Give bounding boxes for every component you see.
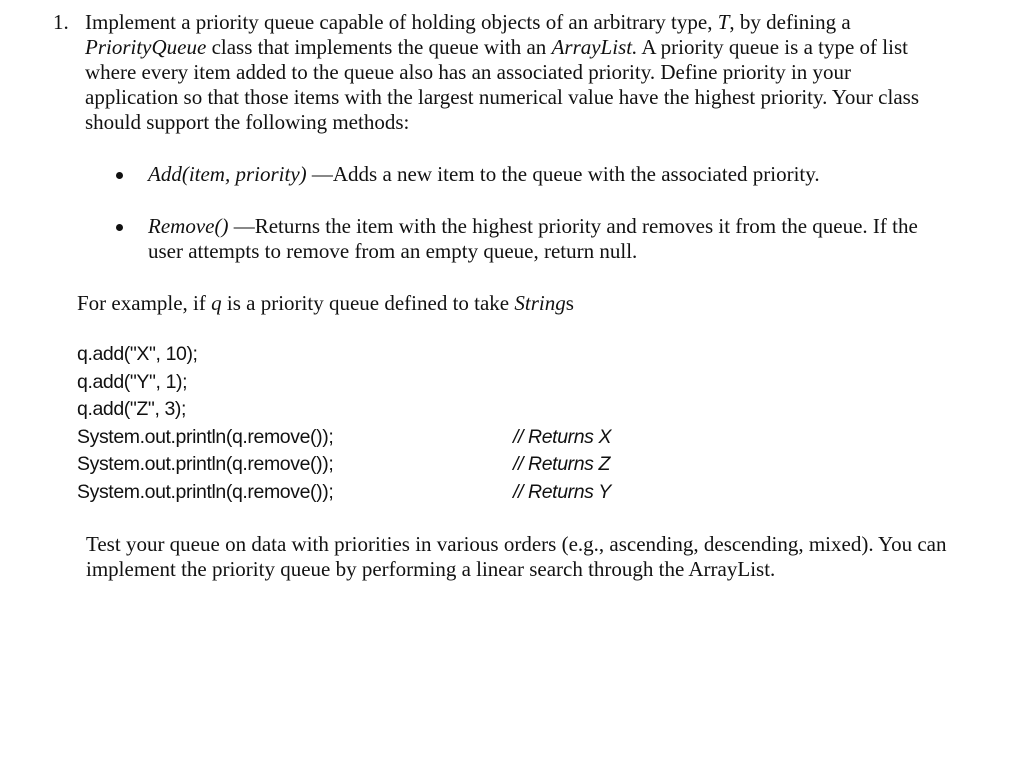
code-line: [77, 479, 611, 507]
method-remove: [148, 214, 948, 264]
question-number: 1.: [53, 10, 69, 34]
method-description: —Returns the item with the highest priority and removes it from the queue. If the user attempts to remove from an empty queue, return null.: [148, 214, 918, 263]
code-comment: // Returns Y: [513, 480, 611, 503]
code-text: System.out.println(q.remove());: [77, 425, 334, 448]
intro-class-name: PriorityQueue: [85, 35, 207, 59]
intro-text: class that implements the queue with an: [206, 35, 552, 59]
intro-arraylist: ArrayList.: [551, 35, 638, 59]
code-text: System.out.println(q.remove());: [77, 453, 334, 475]
bullet-dot: [116, 172, 123, 179]
example-text: s: [565, 291, 574, 315]
example-text: For example, if: [77, 291, 212, 315]
intro-text: , by defining a: [729, 10, 851, 34]
code-line: [77, 424, 612, 452]
code-text: System.out.println(q.remove());: [77, 480, 334, 503]
method-add: [148, 162, 948, 187]
code-comment: // Returns X: [513, 425, 612, 448]
question-intro: [85, 10, 945, 135]
intro-text: Implement a priority queue capable of holding objects of an arbitrary type,: [85, 10, 718, 34]
code-line: q.add("Z", 3);: [77, 398, 187, 420]
example-type-string: String: [514, 291, 566, 315]
example-text: is a priority queue defined to take: [221, 291, 515, 315]
bullet-dot: [116, 224, 123, 231]
closing-paragraph: Test your queue on data with priorities in various orders (e.g., ascending, descending, mixed). You can implement the priority queue by performing a linear search through the ArrayList.: [86, 532, 947, 581]
method-signature: Add(item, priority): [148, 162, 307, 186]
code-line: q.add("Y", 1);: [77, 370, 188, 393]
intro-text: A priority queue is a type of list where every item added to the queue also has an associated priority. Define priority in your application so that those items with the largest numerical value have the highest priority. Your class should support the following methods:: [85, 35, 919, 134]
code-comment: // Returns Z: [513, 453, 611, 475]
method-signature: Remove(): [148, 214, 229, 238]
code-line: [77, 451, 611, 479]
example-intro: [77, 291, 574, 316]
code-block: [77, 341, 612, 506]
example-var-q: q: [211, 291, 222, 315]
intro-type-t: T: [717, 10, 730, 34]
code-line: q.add("X", 10);: [77, 343, 198, 365]
method-description: —Adds a new item to the queue with the associated priority.: [306, 162, 820, 186]
